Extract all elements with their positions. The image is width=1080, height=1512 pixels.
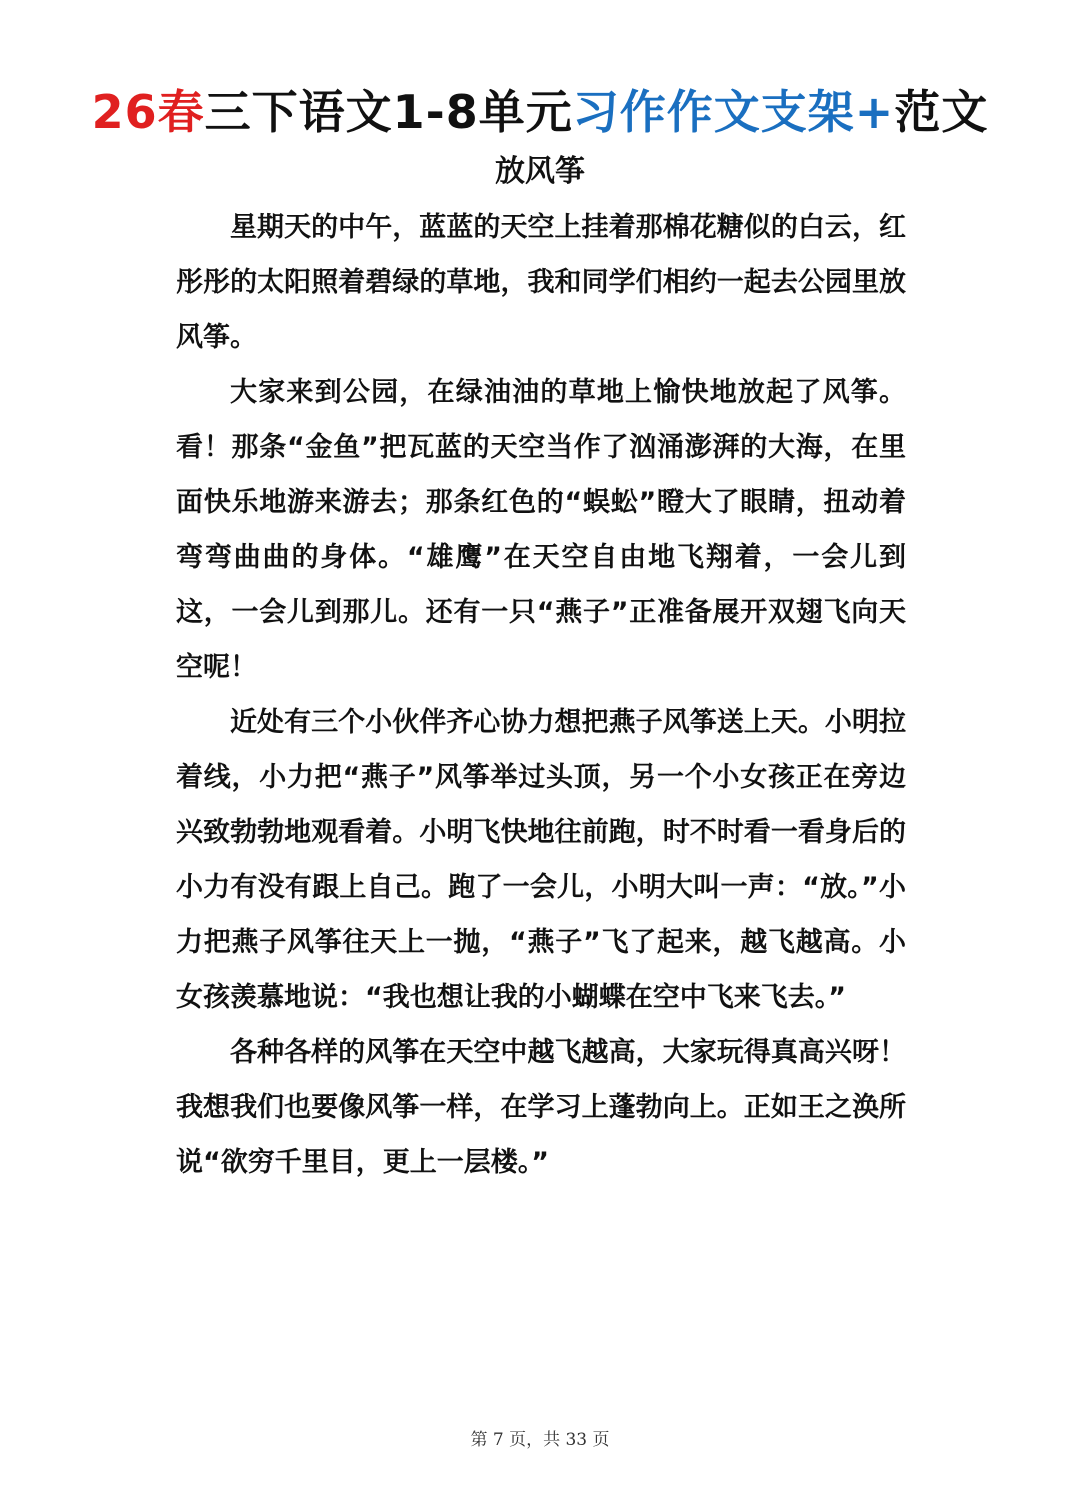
banner-sample: 范文 xyxy=(894,85,989,139)
banner-topic: 习作作文支架+ xyxy=(572,85,895,139)
essay-paragraph-3: 近处有三个小伙伴齐心协力想把燕子风筝送上天。小明拉着线，小力把“燕子”风筝举过头顶，另一个小女孩正在旁边兴致勃勃地观看着。小明飞快地往前跑，时不时看一看身后的小力有没有跟上自己。跑了一会儿，小明大叫一声：“放。”小力把燕子风筝往天上一抛，“燕子”飞了起来，越飞越高。小女孩羡慕地说：“我也想让我的小蝴蝶在空中飞来飞去。” xyxy=(176,707,906,1013)
banner-heading xyxy=(0,82,1080,142)
essay-paragraph-1: 星期天的中午，蓝蓝的天空上挂着那棉花糖似的白云，红彤彤的太阳照着碧绿的草地，我和同学们相约一起去公园里放风筝。 xyxy=(176,212,906,353)
essay-title: 放风筝 xyxy=(495,154,585,189)
banner-subject: 三下语文1-8单元 xyxy=(204,85,573,139)
banner-term: 26春 xyxy=(91,85,205,139)
page-number: 第 7 页，共 33 页 xyxy=(470,1430,610,1450)
essay-body xyxy=(176,200,906,1190)
essay-paragraph-4: 各种各样的风筝在天空中越飞越高，大家玩得真高兴呀！我想我们也要像风筝一样，在学习上蓬勃向上。正如王之涣所说“欲穷千里目，更上一层楼。” xyxy=(176,1037,906,1178)
essay-paragraph-2: 大家来到公园，在绿油油的草地上愉快地放起了风筝。看！那条“金鱼”把瓦蓝的天空当作了汹涌澎湃的大海，在里面快乐地游来游去；那条红色的“蜈蚣”瞪大了眼睛，扭动着弯弯曲曲的身体。“雄鹰”在天空自由地飞翔着，一会儿到这，一会儿到那儿。还有一只“燕子”正准备展开双翅飞向天空呢！ xyxy=(176,377,906,683)
